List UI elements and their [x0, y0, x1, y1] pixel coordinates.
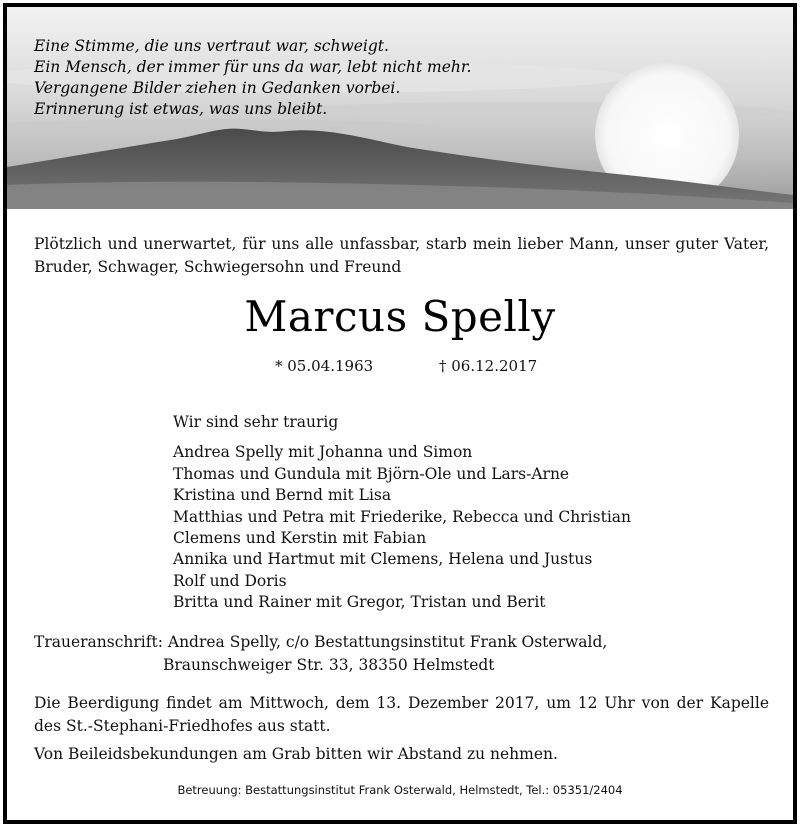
poem-line: Ein Mensch, der immer für uns da war, lebt nicht mehr.	[34, 58, 472, 76]
mourner-line: Rolf und Doris	[173, 571, 287, 590]
death-date: † 06.12.2017	[439, 357, 538, 375]
obituary-frame	[3, 3, 797, 824]
address-line: Traueranschrift: Andrea Spelly, c/o Bestattungsinstitut Frank Osterwald,	[34, 633, 608, 651]
mourner-line: Annika und Hartmut mit Clemens, Helena und Justus	[173, 550, 593, 569]
funeral-notice: Die Beerdigung findet am Mittwoch, dem 13. Dezember 2017, um 12 Uhr von der Kapelle des St.-Stephani-Friedhofes aus statt.	[34, 694, 769, 735]
footer-credit: Betreuung: Bestattungsinstitut Frank Osterwald, Helmstedt, Tel.: 05351/2404	[177, 783, 623, 797]
poem-line: Erinnerung ist etwas, was uns bleibt.	[34, 100, 328, 118]
condolences-notice: Von Beileidsbekundungen am Grab bitten wir Abstand zu nehmen.	[34, 745, 558, 763]
birth-date: * 05.04.1963	[275, 357, 374, 375]
intro-text: Plötzlich und unerwartet, für uns alle unfassbar, starb mein lieber Mann, unser guter Vater, Bruder, Schwager, Schwiegersohn und Freund	[34, 235, 769, 276]
mourning-address	[34, 631, 607, 677]
mourners-lead: Wir sind sehr traurig	[173, 413, 339, 431]
mourner-line: Matthias und Petra mit Friederike, Rebecca und Christian	[173, 507, 631, 526]
mourner-line: Clemens und Kerstin mit Fabian	[173, 529, 427, 548]
deceased-name: Marcus Spelly	[244, 292, 556, 341]
poem-line: Eine Stimme, die uns vertraut war, schweigt.	[34, 37, 389, 55]
poem-line: Vergangene Bilder ziehen in Gedanken vorbei.	[34, 79, 401, 97]
header-landscape-image	[7, 7, 793, 209]
mourner-line: Thomas und Gundula mit Björn-Ole und Lars-Arne	[173, 464, 570, 483]
mourner-line: Kristina und Bernd mit Lisa	[173, 486, 392, 505]
poem	[34, 36, 472, 120]
mourner-line: Andrea Spelly mit Johanna und Simon	[173, 443, 473, 462]
address-line: Braunschweiger Str. 33, 38350 Helmstedt	[163, 656, 495, 674]
mourners-list	[173, 412, 631, 614]
mourner-line: Britta und Rainer mit Gregor, Tristan und Berit	[173, 593, 546, 612]
